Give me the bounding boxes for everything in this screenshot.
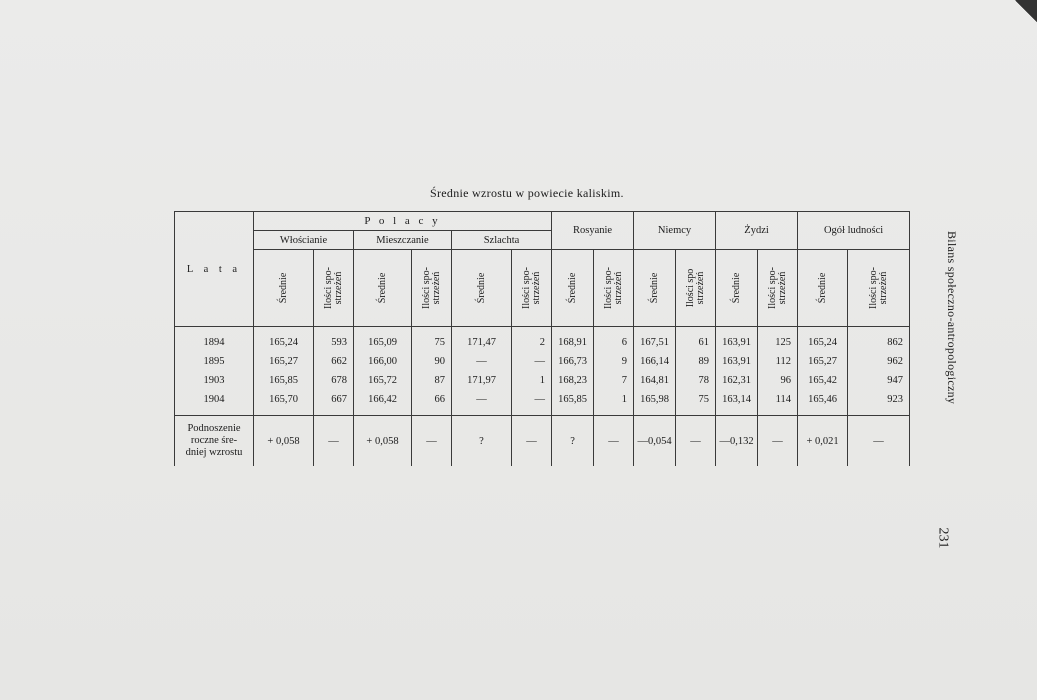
header-lata: L a t a (175, 212, 254, 327)
observation-count-cell: 862 (848, 327, 910, 353)
subheader-srednie: Średnie (798, 250, 848, 327)
observation-count-cell: 678 (314, 371, 354, 390)
subheader-srednie: Średnie (716, 250, 758, 327)
mean-height-cell: 165,09 (354, 327, 412, 353)
subheader-srednie: Średnie (452, 250, 512, 327)
mean-height-cell: 165,46 (798, 390, 848, 416)
observation-count-cell: — (512, 352, 552, 371)
subheader-ilosci: Ilości spo- strzeżeń (314, 250, 354, 327)
observation-count-cell: 125 (758, 327, 798, 353)
observation-count-cell: 7 (594, 371, 634, 390)
mean-height-cell: 165,70 (254, 390, 314, 416)
mean-height-cell: 167,51 (634, 327, 676, 353)
subheader-ilosci: Ilości spo- strzeżeń (594, 250, 634, 327)
observation-count-cell: 6 (594, 327, 634, 353)
observation-count-cell: 1 (512, 371, 552, 390)
mean-height-cell: — (452, 352, 512, 371)
mean-height-cell: 165,98 (634, 390, 676, 416)
mean-height-cell: 165,24 (254, 327, 314, 353)
year-cell: 1904 (175, 390, 254, 416)
table-row (175, 352, 910, 371)
yearly-change-cell: + 0,058 (254, 416, 314, 467)
table-caption: Średnie wzrostu w powiecie kaliskim. (430, 186, 624, 200)
observation-count-cell: 78 (676, 371, 716, 390)
year-cell: 1903 (175, 371, 254, 390)
mean-height-cell: 165,85 (254, 371, 314, 390)
footer-label: Podnoszenie roczne śre- dniej wzrostu (175, 416, 254, 467)
running-header: Bilans społeczno-antropologiczny (945, 231, 959, 405)
yearly-change-cell: — (512, 416, 552, 467)
mean-height-cell: 166,00 (354, 352, 412, 371)
mean-height-cell: 162,31 (716, 371, 758, 390)
observation-count-cell: 9 (594, 352, 634, 371)
observation-count-cell: 2 (512, 327, 552, 353)
header-rosyanie: Rosyanie (552, 212, 634, 250)
year-cell: 1894 (175, 327, 254, 353)
subheader-ilosci: Ilości spo strzeżeń (676, 250, 716, 327)
subheader-srednie: Średnie (354, 250, 412, 327)
observation-count-cell: 96 (758, 371, 798, 390)
observation-count-cell: 667 (314, 390, 354, 416)
yearly-change-cell: — (594, 416, 634, 467)
subheader-ilosci: Ilości spo- strzeżeń (512, 250, 552, 327)
yearly-change-cell: — (758, 416, 798, 467)
subheader-srednie: Średnie (552, 250, 594, 327)
observation-count-cell: 87 (412, 371, 452, 390)
header-mieszczanie: Mieszczanie (354, 231, 452, 250)
observation-count-cell: 962 (848, 352, 910, 371)
observation-count-cell: 75 (676, 390, 716, 416)
height-statistics-table (174, 211, 910, 466)
header-ogol-ludnosci: Ogół ludności (798, 212, 910, 250)
mean-height-cell: 168,23 (552, 371, 594, 390)
subheader-srednie: Średnie (254, 250, 314, 327)
mean-height-cell: 166,42 (354, 390, 412, 416)
mean-height-cell: 166,14 (634, 352, 676, 371)
mean-height-cell: 163,91 (716, 327, 758, 353)
observation-count-cell: 947 (848, 371, 910, 390)
mean-height-cell: 165,27 (798, 352, 848, 371)
mean-height-cell: 165,85 (552, 390, 594, 416)
mean-height-cell: 165,42 (798, 371, 848, 390)
mean-height-cell: 166,73 (552, 352, 594, 371)
yearly-change-cell: + 0,021 (798, 416, 848, 467)
subheader-ilosci: Ilości spo- strzeżeń (412, 250, 452, 327)
mean-height-cell: 164,81 (634, 371, 676, 390)
year-cell: 1895 (175, 352, 254, 371)
mean-height-cell: 168,91 (552, 327, 594, 353)
yearly-change-cell: ? (552, 416, 594, 467)
yearly-change-cell: — (412, 416, 452, 467)
subheader-ilosci: Ilości spo- strzeżeń (848, 250, 910, 327)
yearly-change-cell: ? (452, 416, 512, 467)
subheader-srednie: Średnie (634, 250, 676, 327)
mean-height-cell: 171,97 (452, 371, 512, 390)
observation-count-cell: 114 (758, 390, 798, 416)
table-row (175, 371, 910, 390)
observation-count-cell: 593 (314, 327, 354, 353)
observation-count-cell: 1 (594, 390, 634, 416)
page-number: 231 (935, 527, 951, 549)
page-corner-fold (1015, 0, 1037, 22)
table-row (175, 327, 910, 353)
mean-height-cell: 171,47 (452, 327, 512, 353)
yearly-change-cell: — (676, 416, 716, 467)
header-polacy: P o l a c y (254, 212, 552, 231)
mean-height-cell: 165,72 (354, 371, 412, 390)
yearly-change-cell: —0,132 (716, 416, 758, 467)
yearly-change-cell: + 0,058 (354, 416, 412, 467)
mean-height-cell: — (452, 390, 512, 416)
rotated-subheader-row (175, 250, 910, 327)
observation-count-cell: 90 (412, 352, 452, 371)
observation-count-cell: 75 (412, 327, 452, 353)
table-row (175, 390, 910, 416)
observation-count-cell: 66 (412, 390, 452, 416)
yearly-change-cell: — (314, 416, 354, 467)
subheader-ilosci: Ilości spo- strzeżeń (758, 250, 798, 327)
footer-row (175, 416, 910, 467)
yearly-change-cell: —0,054 (634, 416, 676, 467)
observation-count-cell: 923 (848, 390, 910, 416)
mean-height-cell: 165,27 (254, 352, 314, 371)
header-szlachta: Szlachta (452, 231, 552, 250)
observation-count-cell: — (512, 390, 552, 416)
header-wloscianie: Włościanie (254, 231, 354, 250)
observation-count-cell: 662 (314, 352, 354, 371)
observation-count-cell: 89 (676, 352, 716, 371)
yearly-change-cell: — (848, 416, 910, 467)
observation-count-cell: 112 (758, 352, 798, 371)
mean-height-cell: 163,14 (716, 390, 758, 416)
mean-height-cell: 163,91 (716, 352, 758, 371)
header-zydzi: Żydzi (716, 212, 798, 250)
observation-count-cell: 61 (676, 327, 716, 353)
mean-height-cell: 165,24 (798, 327, 848, 353)
header-niemcy: Niemcy (634, 212, 716, 250)
